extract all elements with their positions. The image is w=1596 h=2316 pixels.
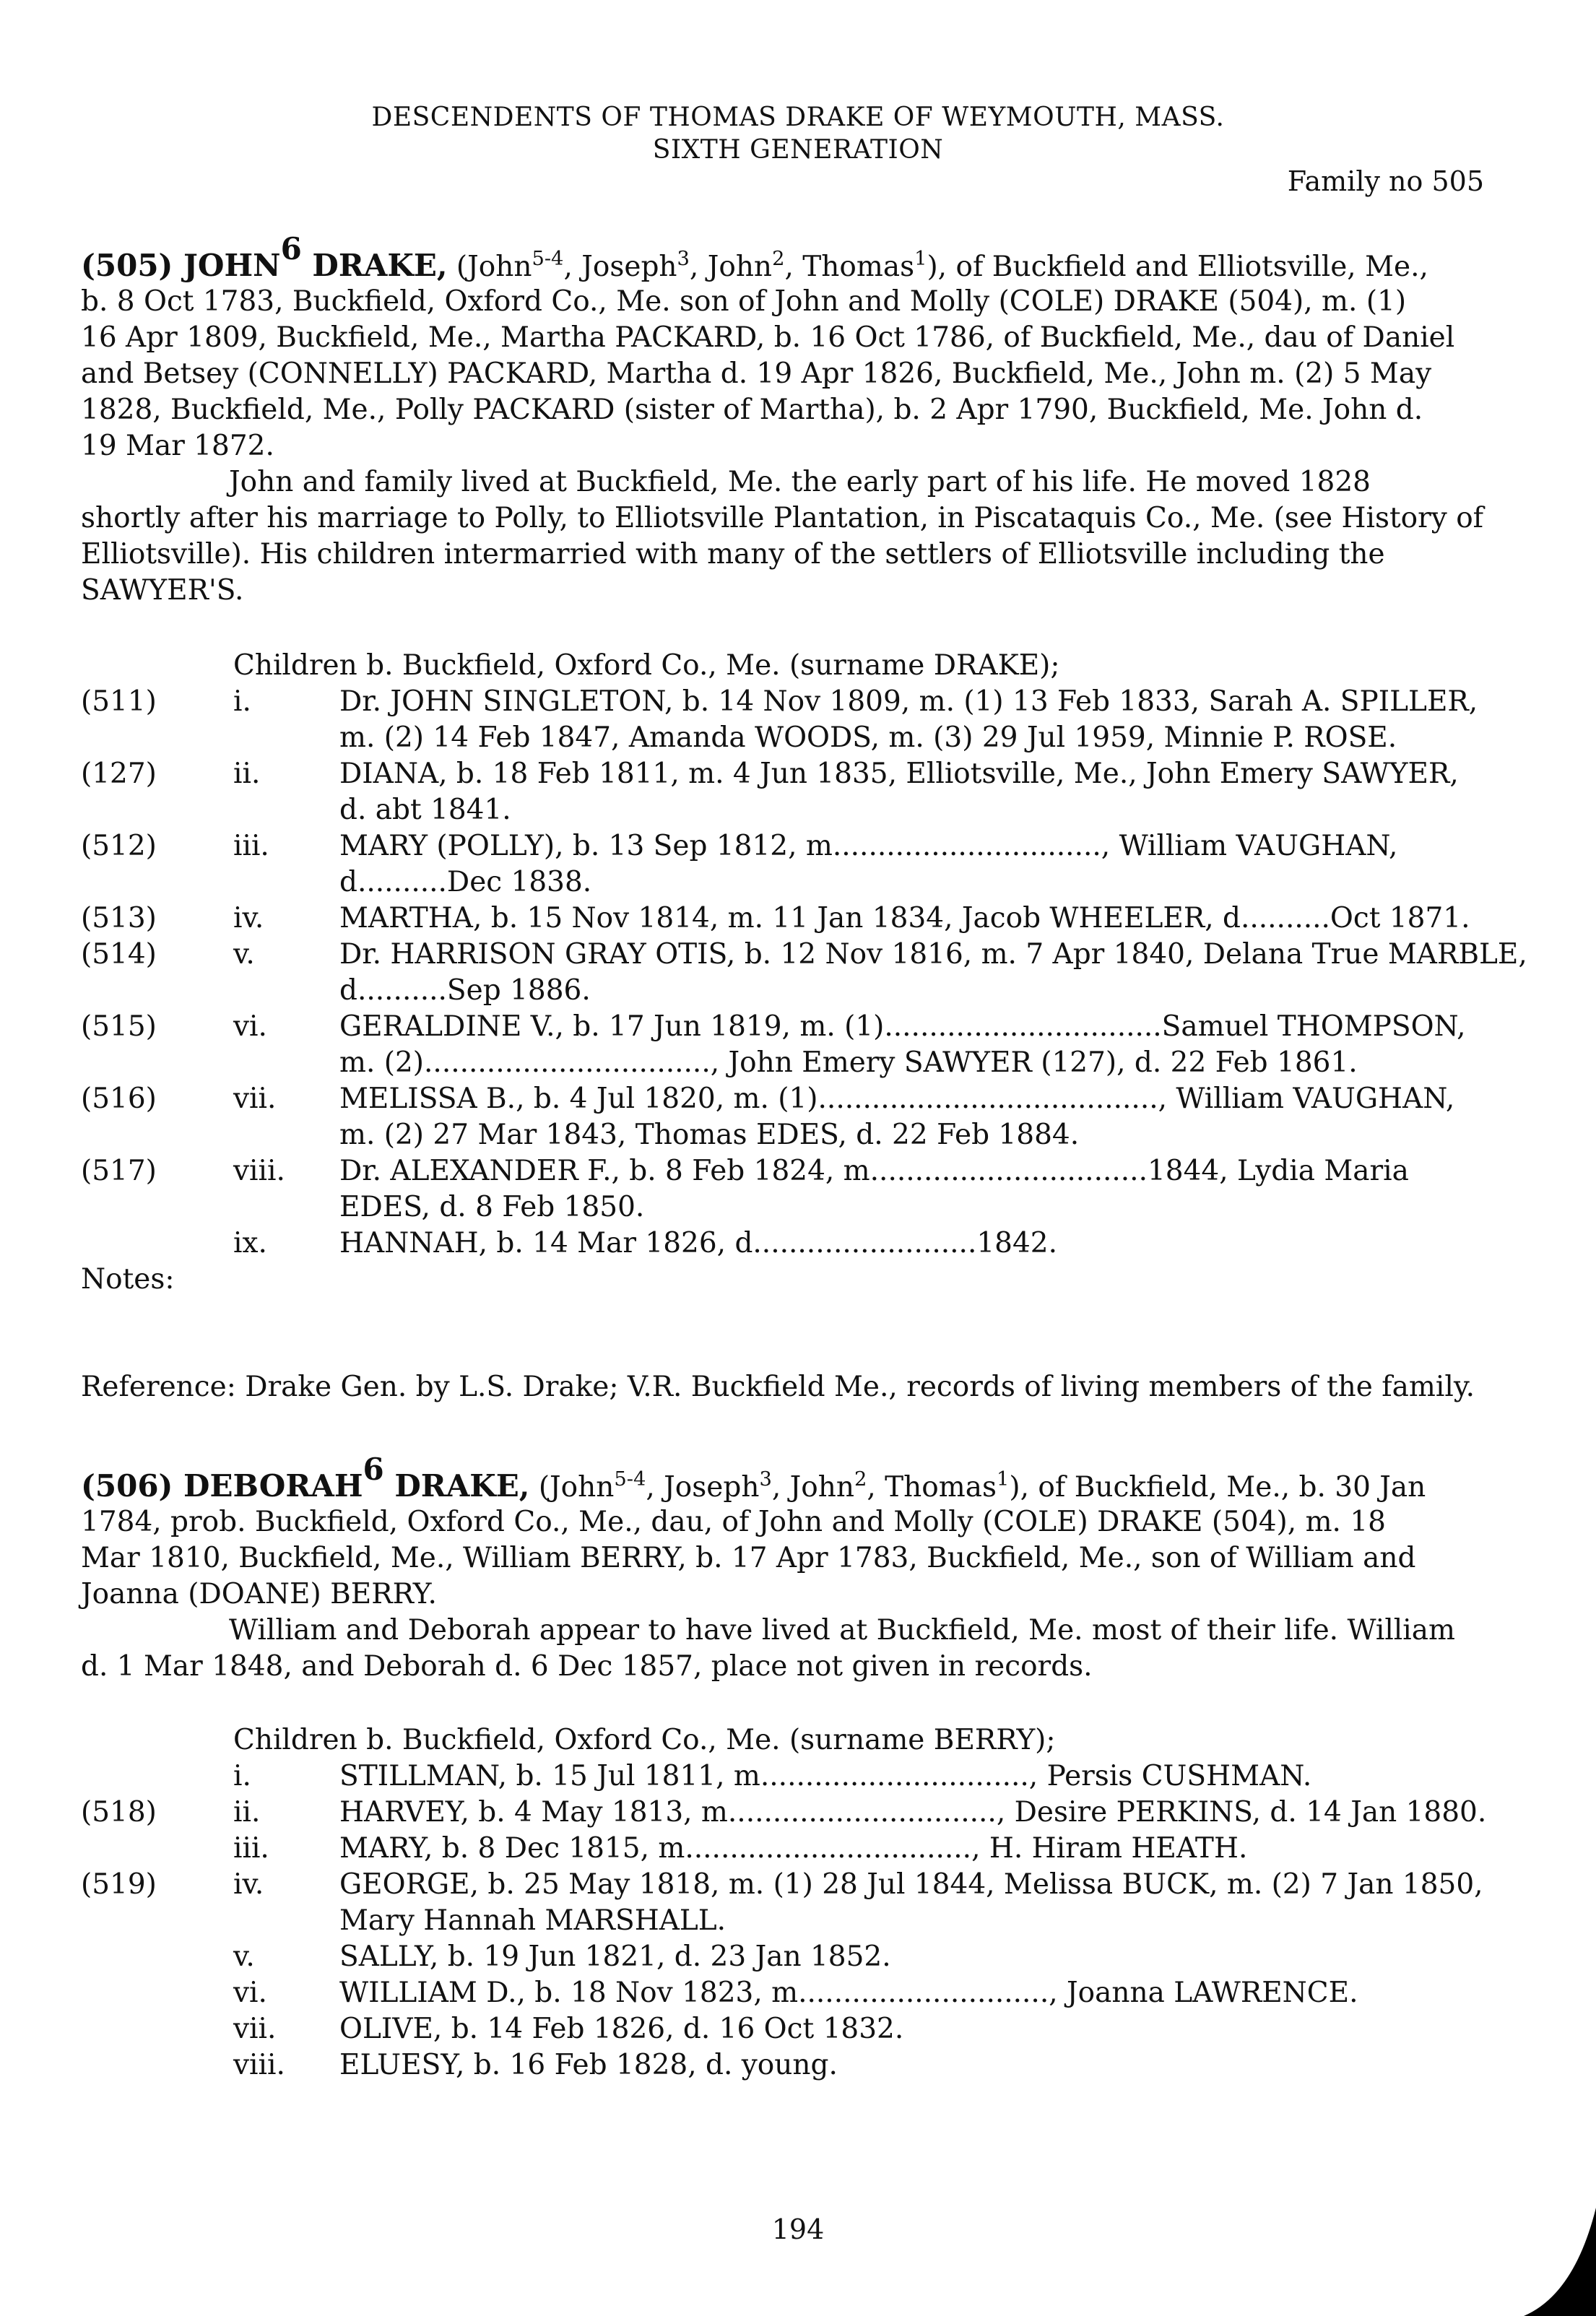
- heading-text: (505) JOHN: [81, 248, 281, 283]
- child-ordinal: ii.: [233, 1796, 261, 1829]
- text-line: [81, 320, 1502, 356]
- notes-label: Notes:: [81, 1263, 175, 1296]
- page-title: [0, 101, 1596, 166]
- text-line: [81, 464, 1502, 500]
- child-entry: [81, 1226, 1502, 1262]
- child-detail-line: ELUESY, b. 16 Feb 1828, d. young.: [339, 2049, 838, 2081]
- family-506-children: [81, 1722, 1502, 2083]
- child-detail-line: Dr. JOHN SINGLETON, b. 14 Nov 1809, m. (1) 13 Feb 1833, Sarah A. SPILLER,: [339, 685, 1478, 718]
- heading-text: DRAKE,: [383, 1468, 530, 1504]
- child-detail-line: GEORGE, b. 25 May 1818, m. (1) 28 Jul 1844, Melissa BUCK, m. (2) 7 Jan 1850,: [339, 1868, 1483, 1901]
- body-text: and Betsey (CONNELLY) PACKARD, Martha d. 19 Apr 1826, Buckfield, Me., John m. (2) 5 May: [81, 357, 1432, 390]
- child-family-ref: (518): [81, 1796, 157, 1829]
- text-line: [81, 1540, 1502, 1576]
- text-line: [81, 1451, 1502, 1504]
- child-family-ref: (514): [81, 938, 157, 971]
- family-505-entry: [81, 230, 1502, 609]
- child-family-ref: (513): [81, 902, 157, 934]
- body-text: , John: [771, 1471, 854, 1504]
- title-line-1: DESCENDENTS OF THOMAS DRAKE OF WEYMOUTH, MASS.: [371, 103, 1225, 132]
- heading-text: DRAKE,: [301, 248, 448, 283]
- child-entry: [81, 1867, 1502, 1939]
- generation-superscript: 6: [280, 230, 302, 266]
- body-text: 16 Apr 1809, Buckfield, Me., Martha PACKARD, b. 16 Oct 1786, of Buckfield, Me., dau of Daniel: [81, 321, 1455, 354]
- text-line: [81, 392, 1502, 428]
- child-detail-line: OLIVE, b. 14 Feb 1826, d. 16 Oct 1832.: [339, 2013, 904, 2045]
- body-text: Elliotsville). His children intermarried with many of the settlers of Elliotsville including the: [81, 538, 1385, 571]
- ancestor-generation-superscript: 5-4: [614, 1468, 646, 1491]
- child-family-ref: (515): [81, 1010, 157, 1043]
- page-number: 194: [771, 2213, 825, 2245]
- child-detail-line: d..........Sep 1886.: [339, 974, 591, 1007]
- text-line: [81, 573, 1502, 609]
- reference-line: Reference: Drake Gen. by L.S. Drake; V.R. Buckfield Me., records of living members of the family.: [81, 1371, 1475, 1403]
- child-ordinal: i.: [233, 1760, 251, 1792]
- child-entry: [81, 2047, 1502, 2083]
- child-detail-line: MELISSA B., b. 4 Jul 1820, m. (1)......................................, William VAUGHAN,: [339, 1083, 1455, 1115]
- child-family-ref: (517): [81, 1155, 157, 1187]
- text-line: [81, 500, 1502, 537]
- child-entry: [81, 937, 1527, 1009]
- child-ordinal: iv.: [233, 1868, 264, 1901]
- text-line: [81, 537, 1502, 573]
- child-entry: [81, 1081, 1502, 1153]
- child-entry: [81, 901, 1502, 937]
- child-ordinal: vii.: [233, 1083, 277, 1115]
- paragraph-text: John and family lived at Buckfield, Me. the early part of his life. He moved 1828: [229, 466, 1371, 498]
- child-detail-line: SALLY, b. 19 Jun 1821, d. 23 Jan 1852.: [339, 1940, 891, 1973]
- body-text: , Thomas: [784, 251, 915, 283]
- body-text: ), of Buckfield, Me., b. 30 Jan: [1009, 1471, 1426, 1504]
- body-text: (John: [447, 251, 532, 283]
- child-detail-line: HARVEY, b. 4 May 1813, m.............................., Desire PERKINS, d. 14 Jan 1880.: [339, 1796, 1487, 1829]
- children-header: Children b. Buckfield, Oxford Co., Me. (surname BERRY);: [233, 1724, 1056, 1756]
- child-detail-line: Mary Hannah MARSHALL.: [339, 1904, 727, 1937]
- text-line: [81, 356, 1502, 392]
- child-detail-line: Dr. ALEXANDER F., b. 8 Feb 1824, m...............................1844, Lydia Maria: [339, 1155, 1409, 1187]
- child-detail-line: m. (2) 27 Mar 1843, Thomas EDES, d. 22 Feb 1884.: [339, 1119, 1080, 1151]
- child-entry: [81, 1975, 1502, 2011]
- child-ordinal: viii.: [233, 2049, 285, 2081]
- body-text: , Thomas: [867, 1471, 997, 1504]
- child-detail-line: MARTHA, b. 15 Nov 1814, m. 11 Jan 1834, Jacob WHEELER, d..........Oct 1871.: [339, 902, 1470, 934]
- body-text: shortly after his marriage to Polly, to Elliotsville Plantation, in Piscataquis Co., Me. (see History of: [81, 502, 1484, 534]
- child-ordinal: iv.: [233, 902, 264, 934]
- children-header: Children b. Buckfield, Oxford Co., Me. (surname DRAKE);: [233, 649, 1060, 682]
- child-entry: [81, 1939, 1502, 1975]
- child-detail-line: EDES, d. 8 Feb 1850.: [339, 1191, 645, 1223]
- text-line: [81, 1613, 1502, 1649]
- child-ordinal: vi.: [233, 1977, 267, 2009]
- child-detail-line: MARY (POLLY), b. 13 Sep 1812, m.............................., William VAUGHAN,: [339, 830, 1398, 862]
- family-506-entry: [81, 1451, 1502, 1685]
- child-ordinal: v.: [233, 938, 255, 971]
- heading-text: (506) DEBORAH: [81, 1468, 363, 1504]
- body-text: 1828, Buckfield, Me., Polly PACKARD (sister of Martha), b. 2 Apr 1790, Buckfield, Me. John d.: [81, 394, 1423, 426]
- body-text: (John: [529, 1471, 615, 1504]
- child-detail-line: GERALDINE V., b. 17 Jun 1819, m. (1)...............................Samuel THOMPSON,: [339, 1010, 1466, 1043]
- child-detail-line: STILLMAN, b. 15 Jul 1811, m.............................., Persis CUSHMAN.: [339, 1760, 1312, 1792]
- child-ordinal: iii.: [233, 1832, 269, 1865]
- body-text: 1784, prob. Buckfield, Oxford Co., Me., dau, of John and Molly (COLE) DRAKE (504), m. 18: [81, 1506, 1386, 1538]
- family-505-children: [81, 648, 1527, 1262]
- paragraph-text: William and Deborah appear to have lived at Buckfield, Me. most of their life. William: [229, 1614, 1455, 1647]
- body-text: , Joseph: [563, 251, 677, 283]
- child-ordinal: v.: [233, 1940, 255, 1973]
- body-text: Mar 1810, Buckfield, Me., William BERRY, b. 17 Apr 1783, Buckfield, Me., son of William and: [81, 1542, 1416, 1574]
- child-ordinal: ix.: [233, 1227, 267, 1259]
- child-detail-line: d..........Dec 1838.: [339, 866, 592, 898]
- child-ordinal: viii.: [233, 1155, 285, 1187]
- child-family-ref: (127): [81, 758, 157, 790]
- page-corner-shadow: [1517, 2208, 1596, 2316]
- generation-superscript: 6: [363, 1451, 384, 1487]
- child-family-ref: (512): [81, 830, 157, 862]
- child-entry: [81, 756, 1502, 828]
- child-detail-line: m. (2)................................, John Emery SAWYER (127), d. 22 Feb 1861.: [339, 1046, 1358, 1079]
- child-entry: [81, 684, 1502, 756]
- text-line: [81, 428, 1502, 464]
- ancestor-generation-superscript: 2: [772, 248, 785, 270]
- child-entry: [81, 1153, 1502, 1226]
- family-number: Family no 505: [1287, 165, 1484, 197]
- body-text: d. 1 Mar 1848, and Deborah d. 6 Dec 1857, place not given in records.: [81, 1650, 1093, 1683]
- child-ordinal: ii.: [233, 758, 261, 790]
- body-text: 19 Mar 1872.: [81, 430, 274, 462]
- body-text: , John: [689, 251, 773, 283]
- child-ordinal: i.: [233, 685, 251, 718]
- child-detail-line: Dr. HARRISON GRAY OTIS, b. 12 Nov 1816, m. 7 Apr 1840, Delana True MARBLE,: [339, 938, 1527, 971]
- body-text: b. 8 Oct 1783, Buckfield, Oxford Co., Me. son of John and Molly (COLE) DRAKE (504), m. (1): [81, 285, 1407, 318]
- text-line: [81, 284, 1502, 320]
- ancestor-generation-superscript: 1: [914, 248, 927, 270]
- text-line: [81, 1576, 1502, 1613]
- title-line-2: SIXTH GENERATION: [652, 135, 944, 165]
- child-detail-line: m. (2) 14 Feb 1847, Amanda WOODS, m. (3) 29 Jul 1959, Minnie P. ROSE.: [339, 721, 1397, 754]
- child-ordinal: iii.: [233, 830, 269, 862]
- ancestor-generation-superscript: 3: [759, 1468, 772, 1491]
- text-line: [81, 1649, 1502, 1685]
- body-text: SAWYER'S.: [81, 574, 244, 607]
- child-family-ref: (516): [81, 1083, 157, 1115]
- text-line: [81, 1504, 1502, 1540]
- child-entry: [81, 1009, 1502, 1081]
- text-line: [81, 230, 1502, 284]
- child-entry: [81, 1831, 1502, 1867]
- body-text: ), of Buckfield and Elliotsville, Me.,: [927, 251, 1428, 283]
- child-entry: [81, 2011, 1502, 2047]
- child-ordinal: vii.: [233, 2013, 277, 2045]
- child-detail-line: d. abt 1841.: [339, 794, 511, 826]
- child-detail-line: WILLIAM D., b. 18 Nov 1823, m............................, Joanna LAWRENCE.: [339, 1977, 1358, 2009]
- child-ordinal: vi.: [233, 1010, 267, 1043]
- child-entry: [81, 828, 1502, 901]
- body-text: , Joseph: [646, 1471, 760, 1504]
- child-entry: [81, 1795, 1502, 1831]
- child-detail-line: MARY, b. 8 Dec 1815, m................................, H. Hiram HEATH.: [339, 1832, 1248, 1865]
- child-detail-line: DIANA, b. 18 Feb 1811, m. 4 Jun 1835, Elliotsville, Me., John Emery SAWYER,: [339, 758, 1459, 790]
- child-entry: [81, 1758, 1502, 1795]
- ancestor-generation-superscript: 3: [677, 248, 690, 270]
- child-family-ref: (511): [81, 685, 157, 718]
- body-text: Joanna (DOANE) BERRY.: [81, 1578, 437, 1610]
- child-family-ref: (519): [81, 1868, 157, 1901]
- ancestor-generation-superscript: 1: [997, 1468, 1010, 1491]
- ancestor-generation-superscript: 2: [854, 1468, 867, 1491]
- ancestor-generation-superscript: 5-4: [532, 248, 564, 270]
- child-detail-line: HANNAH, b. 14 Mar 1826, d.........................1842.: [339, 1227, 1057, 1259]
